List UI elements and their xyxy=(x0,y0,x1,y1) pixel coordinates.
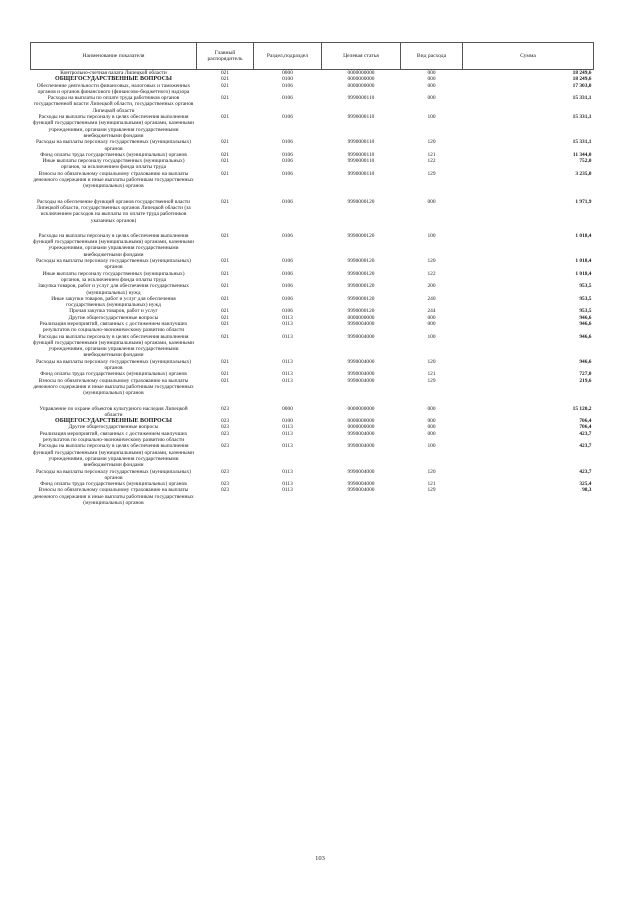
row-target: 9990000120 xyxy=(347,258,375,265)
row-section: 0113 xyxy=(282,377,293,384)
table-row xyxy=(31,83,594,96)
row-target: 9990000110 xyxy=(347,158,375,165)
row-sum: 1 018,4 xyxy=(575,270,592,277)
table-row xyxy=(31,95,594,114)
row-expense: 120 xyxy=(427,258,436,265)
row-target: 9990004000 xyxy=(347,371,375,378)
row-expense: 000 xyxy=(427,405,436,412)
row-target: 9990000120 xyxy=(347,270,375,277)
row-target: 9990000110 xyxy=(347,139,375,146)
spacer-cell xyxy=(31,397,594,406)
row-target: 9990004000 xyxy=(347,481,375,488)
row-name: Расходы на выплаты по оплате труда работников органов государственной власти Липецкой области, государственных органов Липецкой области xyxy=(33,95,194,114)
row-target: 9990000110 xyxy=(347,170,375,177)
row-name: Расходы на выплаты персоналу государственных (муниципальных) органов xyxy=(36,139,191,152)
table-row xyxy=(31,158,594,171)
table-row xyxy=(31,359,594,372)
row-target: 9990000110 xyxy=(347,95,375,102)
row-sum: 18 249,6 xyxy=(572,76,592,83)
row-expense: 100 xyxy=(427,443,436,450)
row-admin: 023 xyxy=(220,481,230,488)
row-expense: 000 xyxy=(427,418,436,425)
header-admin: Главный распорядитель xyxy=(197,43,254,70)
row-admin: 021 xyxy=(220,270,230,277)
row-target: 9990004000 xyxy=(347,443,375,450)
row-section: 0113 xyxy=(282,320,293,327)
row-section: 0113 xyxy=(282,481,293,488)
row-expense: 121 xyxy=(427,481,436,488)
row-section: 0106 xyxy=(282,82,293,89)
row-target: 9990000110 xyxy=(347,114,375,121)
row-sum: 3 235,0 xyxy=(575,170,592,177)
row-section: 0100 xyxy=(282,418,293,425)
row-name: ОБЩЕГОСУДАРСТВЕННЫЕ ВОПРОСЫ xyxy=(55,418,172,425)
row-target: 0000000000 xyxy=(347,70,375,76)
row-target: 9990000120 xyxy=(347,283,375,290)
row-target: 9990004000 xyxy=(347,320,375,327)
row-admin: 021 xyxy=(220,198,230,205)
row-expense: 244 xyxy=(427,308,436,315)
row-expense: 000 xyxy=(427,82,436,89)
row-name: Взносы по обязательному социальному страхованию на выплаты денежного содержания и иные выплаты работникам государственных (муниципальных) органов xyxy=(33,377,194,397)
row-target: 0000000000 xyxy=(347,76,375,83)
row-expense: 100 xyxy=(427,232,436,239)
row-admin: 021 xyxy=(220,95,230,102)
table-row xyxy=(31,431,594,444)
row-admin: 021 xyxy=(220,295,230,302)
row-expense: 121 xyxy=(427,151,436,158)
row-target: 9990004000 xyxy=(347,377,375,384)
row-name: Расходы на выплаты персоналу государственных (муниципальных) органов xyxy=(36,258,191,271)
row-name: Фонд оплаты труда государственных (муниципальных) органов xyxy=(40,371,187,378)
row-section: 0106 xyxy=(282,170,293,177)
row-section: 0106 xyxy=(282,198,293,205)
row-expense: 100 xyxy=(427,114,436,121)
row-admin: 021 xyxy=(220,371,230,378)
row-admin: 021 xyxy=(220,283,230,290)
row-sum: 15 120,2 xyxy=(572,405,592,412)
row-name: ОБЩЕГОСУДАРСТВЕННЫЕ ВОПРОСЫ xyxy=(55,76,172,83)
row-sum: 727,0 xyxy=(579,371,592,378)
row-expense: 000 xyxy=(427,424,436,431)
table-row xyxy=(31,271,594,284)
row-admin: 023 xyxy=(220,430,230,437)
row-expense: 129 xyxy=(427,170,436,177)
row-sum: 325,4 xyxy=(579,481,592,488)
row-expense: 000 xyxy=(427,430,436,437)
row-admin: 021 xyxy=(220,170,230,177)
row-sum: 423,7 xyxy=(579,468,592,475)
row-expense: 122 xyxy=(427,158,436,165)
header-name: Наименование показателя xyxy=(31,43,197,70)
row-section: 0106 xyxy=(282,139,293,146)
row-expense: 000 xyxy=(427,198,436,205)
row-admin: 021 xyxy=(220,308,230,315)
row-section: 0106 xyxy=(282,258,293,265)
row-section: 0106 xyxy=(282,151,293,158)
table-row xyxy=(31,283,594,296)
table-row xyxy=(31,114,594,139)
row-admin: 021 xyxy=(220,70,230,76)
row-target: 9990000110 xyxy=(347,151,375,158)
row-admin: 023 xyxy=(220,418,230,425)
row-section: 0113 xyxy=(282,443,293,450)
row-target: 0000000000 xyxy=(347,418,375,425)
row-name: Расходы на выплаты персоналу в целях обеспечения выполнения функций государственными (муниципальными) органами, казенными учреждениями, органами управления государственными внебюджетными фондами xyxy=(33,232,194,258)
row-sum: 423,7 xyxy=(579,443,592,450)
row-spacer xyxy=(31,224,594,233)
row-name: Взносы по обязательному социальному страхованию на выплаты денежного содержания и иные выплаты работникам государственных (муниципальных) органов xyxy=(33,487,194,506)
row-section: 0113 xyxy=(282,371,293,378)
row-expense: 240 xyxy=(427,295,436,302)
row-target: 9990004000 xyxy=(347,468,375,475)
spacer-cell xyxy=(31,190,594,199)
row-expense: 129 xyxy=(427,377,436,384)
row-target: 9990004000 xyxy=(347,487,375,494)
row-name: Прочая закупка товаров, работ и услуг xyxy=(69,308,158,315)
row-sum: 706,4 xyxy=(579,418,592,425)
row-sum: 18 249,6 xyxy=(572,70,592,76)
row-expense: 121 xyxy=(427,371,436,378)
row-expense: 200 xyxy=(427,283,436,290)
row-expense: 000 xyxy=(427,70,436,76)
row-name: Расходы на обеспечение функций органов государственной власти Липецкой области, государственных органов Липецкой области (за исключением расходов на выплаты по оплате труда работников указанных органов) xyxy=(36,198,191,224)
row-target: 0000000000 xyxy=(347,82,375,89)
row-target: 9990004000 xyxy=(347,358,375,365)
row-admin: 021 xyxy=(220,314,230,321)
table-body xyxy=(31,70,594,507)
row-section: 0106 xyxy=(282,114,293,121)
row-sum: 706,4 xyxy=(579,424,592,431)
row-sum: 219,6 xyxy=(579,377,592,384)
row-section: 0113 xyxy=(282,430,293,437)
row-sum: 17 303,0 xyxy=(572,82,592,89)
table-row xyxy=(31,70,594,77)
row-admin: 021 xyxy=(220,151,230,158)
row-name: Реализация мероприятий, связанных с достижением наилучших результатов по социально-экономическому развитию области xyxy=(39,430,188,444)
row-sum: 752,0 xyxy=(579,158,592,165)
row-name: Управление по охране объектов культурного наследия Липецкой области xyxy=(39,405,188,418)
row-sum: 15 331,1 xyxy=(572,139,592,146)
row-section: 0106 xyxy=(282,232,293,239)
row-sum: 953,5 xyxy=(579,295,592,302)
row-admin: 021 xyxy=(220,377,230,384)
row-expense: 000 xyxy=(427,320,436,327)
table-row xyxy=(31,296,594,309)
row-sum: 946,6 xyxy=(579,358,592,365)
row-sum: 1 018,4 xyxy=(575,232,592,239)
row-admin: 023 xyxy=(220,405,230,412)
row-admin: 021 xyxy=(220,114,230,121)
header-section: Раздел,подраздел xyxy=(254,43,322,70)
header-target: Целевая статья xyxy=(322,43,401,70)
table-row xyxy=(31,406,594,419)
row-section: 0113 xyxy=(282,333,293,340)
row-name: Иные выплаты персоналу государственных (муниципальных) органов, за исключением фонда оплаты труда xyxy=(42,158,185,171)
row-admin: 021 xyxy=(220,76,230,83)
row-section: 0113 xyxy=(282,468,293,475)
row-sum: 953,5 xyxy=(579,308,592,315)
row-admin: 021 xyxy=(220,158,230,165)
row-sum: 946,6 xyxy=(579,320,592,327)
page-number: 103 xyxy=(315,855,325,862)
row-sum: 98,3 xyxy=(582,487,592,494)
row-admin: 021 xyxy=(220,320,230,327)
row-target: 0000000000 xyxy=(347,314,375,321)
table-row xyxy=(31,171,594,190)
row-name: Расходы на выплаты персоналу в целях обеспечения выполнения функций государственными (муниципальными) органами, казенными учреждениями, органами управления государственными внебюджетными фондами xyxy=(33,114,194,139)
row-name: Реализация мероприятий, связанных с достижением наилучших результатов по социально-экономическому развитию области xyxy=(39,320,188,334)
row-target: 9990000120 xyxy=(347,232,375,239)
table-row xyxy=(31,378,594,397)
row-sum: 15 331,1 xyxy=(572,95,592,102)
table-row xyxy=(31,469,594,482)
row-spacer xyxy=(31,397,594,406)
row-target: 9990000120 xyxy=(347,308,375,315)
row-sum: 946,6 xyxy=(579,333,592,340)
table-row xyxy=(31,233,594,258)
spacer-cell xyxy=(31,224,594,233)
row-sum: 11 344,0 xyxy=(572,151,592,158)
row-section: 0106 xyxy=(282,95,293,102)
row-admin: 021 xyxy=(220,232,230,239)
row-target: 0000000000 xyxy=(347,424,375,431)
row-expense: 129 xyxy=(427,487,436,494)
row-sum: 946,6 xyxy=(579,314,592,321)
row-admin: 021 xyxy=(220,258,230,265)
row-section: 0106 xyxy=(282,308,293,315)
row-name: Расходы на выплаты персоналу государственных (муниципальных) органов xyxy=(36,358,191,372)
row-name: Расходы на выплаты персоналу государственных (муниципальных) органов xyxy=(36,468,191,481)
table-row xyxy=(31,443,594,468)
row-spacer xyxy=(31,190,594,199)
row-target: 9990000120 xyxy=(347,295,375,302)
header-expense: Вид расхода xyxy=(401,43,463,70)
row-name: Расходы на выплаты персоналу в целях обеспечения выполнения функций государственными (муниципальными) органами, казенными учреждениями, органами управления государственными внебюджетными фондами xyxy=(33,443,194,469)
table-row xyxy=(31,487,594,506)
row-admin: 023 xyxy=(220,443,230,450)
row-expense: 120 xyxy=(427,139,436,146)
table-header xyxy=(31,43,594,70)
row-expense: 122 xyxy=(427,270,436,277)
row-expense: 000 xyxy=(427,314,436,321)
row-name: Фонд оплаты труда государственных (муниципальных) органов xyxy=(40,151,187,158)
row-section: 0000 xyxy=(282,405,293,412)
header-sum: Сумма xyxy=(463,43,594,70)
budget-table xyxy=(30,42,594,506)
row-sum: 15 331,1 xyxy=(572,114,592,121)
row-expense: 100 xyxy=(427,333,436,340)
row-target: 0000000000 xyxy=(347,405,375,412)
row-admin: 021 xyxy=(220,139,230,146)
table-row xyxy=(31,321,594,334)
row-section: 0000 xyxy=(282,70,293,76)
row-section: 0113 xyxy=(282,358,293,365)
row-admin: 021 xyxy=(220,358,230,365)
row-admin: 023 xyxy=(220,487,230,494)
row-admin: 023 xyxy=(220,468,230,475)
row-section: 0100 xyxy=(282,76,293,83)
row-sum: 1 971,9 xyxy=(575,198,592,205)
row-section: 0113 xyxy=(282,424,293,431)
row-section: 0106 xyxy=(282,158,293,165)
table-row xyxy=(31,139,594,152)
row-expense: 000 xyxy=(427,76,436,83)
row-admin: 023 xyxy=(220,424,230,431)
row-name: Расходы на выплаты персоналу в целях обеспечения выполнения функций государственными (муниципальными) органами, казенными учреждениями, органами управления государственными внебюджетными фондами xyxy=(33,333,194,359)
row-sum: 423,7 xyxy=(579,430,592,437)
row-sum: 953,5 xyxy=(579,283,592,290)
row-target: 9990000120 xyxy=(347,198,375,205)
row-name: Обеспечение деятельности финансовых, налоговых и таможенных органов и органов финансового (финансово-бюджетного) надзора xyxy=(36,82,191,95)
row-name: Взносы по обязательному социальному страхованию на выплаты денежного содержания и иные выплаты работникам государственных (муниципальных) органов xyxy=(33,170,194,190)
table-row xyxy=(31,334,594,359)
row-name: Другие общегосударственные вопросы xyxy=(68,424,159,431)
row-section: 0106 xyxy=(282,295,293,302)
row-expense: 120 xyxy=(427,358,436,365)
row-section: 0106 xyxy=(282,283,293,290)
row-section: 0106 xyxy=(282,270,293,277)
row-name: Иные выплаты персоналу государственных (муниципальных) органов, за исключением фонда оплаты труда xyxy=(42,270,185,283)
row-section: 0113 xyxy=(282,487,293,494)
table-row xyxy=(31,258,594,271)
row-name: Другие общегосударственные вопросы xyxy=(68,314,159,321)
row-sum: 1 018,4 xyxy=(575,258,592,265)
table-row xyxy=(31,199,594,224)
row-name: Закупка товаров, работ и услуг для обеспечения государственных (муниципальных) нужд xyxy=(38,283,189,296)
row-name: Фонд оплаты труда государственных (муниципальных) органов xyxy=(40,481,187,488)
row-section: 0113 xyxy=(282,314,293,321)
row-target: 9990004000 xyxy=(347,430,375,437)
row-admin: 021 xyxy=(220,82,230,89)
row-name: Иные закупки товаров, работ и услуг для обеспечения государственных (муниципальных) нужд xyxy=(51,295,176,309)
row-expense: 000 xyxy=(427,95,436,102)
row-name: Контрольно-счетная палата Липецкой области xyxy=(60,70,167,76)
row-expense: 120 xyxy=(427,468,436,475)
row-admin: 021 xyxy=(220,333,230,340)
row-target: 9990004000 xyxy=(347,333,375,340)
